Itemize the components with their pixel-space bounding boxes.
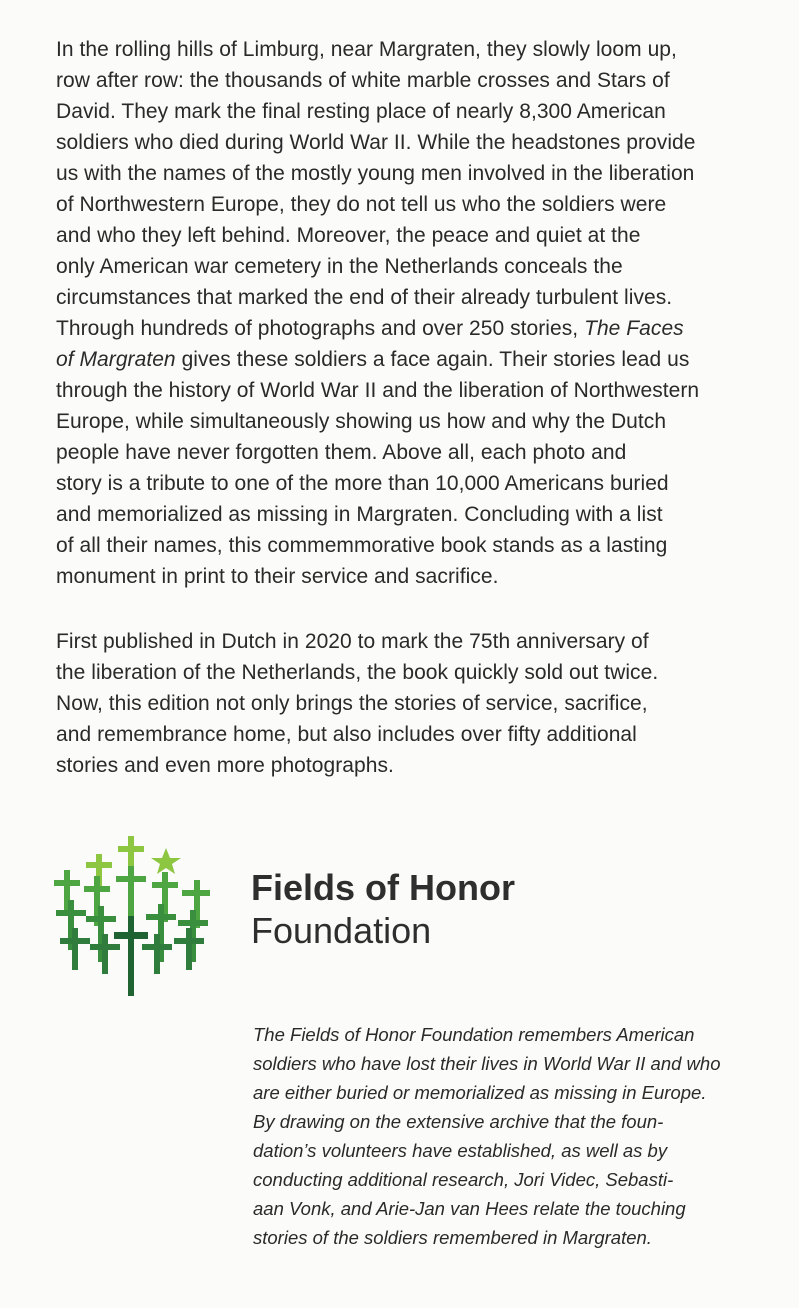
- description-paragraph-2: [56, 626, 778, 781]
- text-line: the liberation of the Netherlands, the book quickly sold out twice.: [56, 661, 659, 684]
- text-line: row after row: the thousands of white marble crosses and Stars of: [56, 69, 670, 92]
- text-line: and memorialized as missing in Margraten. Concluding with a list: [56, 503, 663, 526]
- text-segment: gives these soldiers a face again. Their stories lead us: [181, 348, 690, 371]
- foundation-name-line-1: Fields of Honor: [251, 867, 515, 908]
- text-line: us with the names of the mostly young men involved in the liberation: [56, 162, 695, 185]
- text-line: Now, this edition not only brings the stories of service, sacrifice,: [56, 692, 648, 715]
- text-line: of Northwestern Europe, they do not tell us who the soldiers were: [56, 193, 667, 216]
- text-line: The Fields of Honor Foundation remembers American: [253, 1024, 695, 1045]
- description-paragraph-1: [56, 34, 778, 592]
- text-line: In the rolling hills of Limburg, near Margraten, they slowly loom up,: [56, 38, 677, 61]
- text-line: are either buried or memorialized as missing in Europe.: [253, 1082, 707, 1103]
- foundation-blurb: [253, 1020, 773, 1252]
- text-line: people have never forgotten them. Above all, each photo and: [56, 441, 627, 464]
- text-line: stories and even more photographs.: [56, 754, 394, 777]
- foundation-name-line-2: Foundation: [251, 910, 432, 951]
- text-line: only American war cemetery in the Netherlands conceals the: [56, 255, 623, 278]
- text-line: [56, 313, 778, 344]
- text-line: By drawing on the extensive archive that the foun-: [253, 1111, 664, 1132]
- text-line: David. They mark the final resting place of nearly 8,300 American: [56, 100, 666, 123]
- text-line: [56, 344, 778, 375]
- text-line: soldiers who have lost their lives in World War II and who: [253, 1053, 721, 1074]
- text-line: stories of the soldiers remembered in Margraten.: [253, 1227, 652, 1248]
- text-segment: Through hundreds of photographs and over 250 stories,: [56, 317, 579, 340]
- text-line: conducting additional research, Jori Videc, Sebasti-: [253, 1169, 674, 1190]
- text-line: and remembrance home, but also includes over fifty additional: [56, 723, 637, 746]
- text-line: dation’s volunteers have established, as well as by: [253, 1140, 668, 1161]
- text-line: soldiers who died during World War II. While the headstones provide: [56, 131, 696, 154]
- text-line: First published in Dutch in 2020 to mark the 75th anniversary of: [56, 630, 649, 653]
- text-line: circumstances that marked the end of their already turbulent lives.: [56, 286, 673, 309]
- text-line: and who they left behind. Moreover, the peace and quiet at the: [56, 224, 641, 247]
- text-line: monument in print to their service and sacrifice.: [56, 565, 499, 588]
- text-line: of all their names, this commemmorative book stands as a lasting: [56, 534, 668, 557]
- book-title-part-1: The Faces: [584, 317, 684, 340]
- text-line: Europe, while simultaneously showing us how and why the Dutch: [56, 410, 667, 433]
- book-title-part-2: of Margraten: [56, 348, 176, 371]
- text-line: through the history of World War II and the liberation of Northwestern: [56, 379, 700, 402]
- text-line: aan Vonk, and Arie-Jan van Hees relate the touching: [253, 1198, 686, 1219]
- foundation-name: [251, 866, 515, 952]
- crosses-and-star-logo-icon: [54, 836, 216, 996]
- text-line: story is a tribute to one of the more than 10,000 Americans buried: [56, 472, 669, 495]
